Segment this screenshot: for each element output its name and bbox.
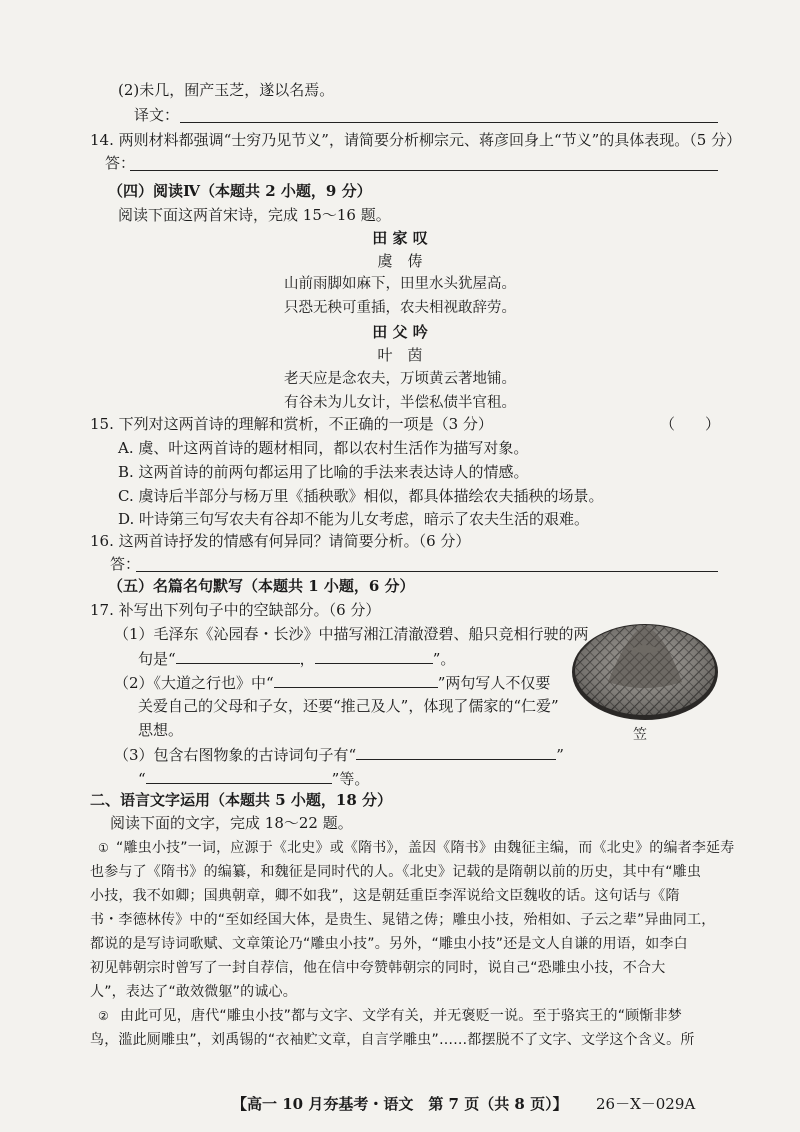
q17-item-3-pre: （3）包含右图物象的古诗词句子有“ xyxy=(114,746,357,764)
q16-question: 16. 这两首诗抒发的情感有何异同？请简要分析。（6 分） xyxy=(90,532,471,550)
poem-2-author: 叶 茵 xyxy=(377,346,423,364)
q17-item-3-post: ”等。 xyxy=(331,770,370,788)
q14-answer-line[interactable] xyxy=(130,170,718,171)
q17-blank-2[interactable] xyxy=(315,648,433,664)
section-4-instruction: 阅读下面这两首宋诗，完成 15～16 题。 xyxy=(118,206,391,224)
q17-item-2-line-3: 思想。 xyxy=(138,721,184,739)
q14-question: 14. 两则材料都强调“士穷乃见节义”，请简要分析柳宗元、蒋彦回身上“节义”的具体表现。（5 分） xyxy=(90,131,742,149)
passage-line-7: 人”，表达了“敢效微躯”的诚心。 xyxy=(90,984,297,1000)
straw-hat-figure xyxy=(570,612,720,724)
q15-option-c: C. 虞诗后半部分与杨万里《插秧歌》相似，都具体描绘农夫插秧的场景。 xyxy=(118,487,604,505)
q17-item-3-mid: ” xyxy=(556,746,564,764)
poem-2-line-2: 有谷未为儿女计，半偿私债半官租。 xyxy=(284,395,516,411)
poem-1-line-1: 山前雨脚如麻下，田里水头犹屋高。 xyxy=(284,276,516,292)
paragraph-marker-1: ① xyxy=(98,841,109,855)
passage-line-5: 都说的是写诗词歌赋、文章策论乃“雕虫小技”。另外，“雕虫小技”还是文人自谦的用语，如李白 xyxy=(90,936,688,952)
passage-line-1: “雕虫小技”一词，应源于《北史》或《隋书》，盖因《隋书》由魏征主编，而《北史》的编者李延寿 xyxy=(116,840,735,856)
passage-line-3: 小技，我不如卿；国典朝章，卿不如我”，这是朝廷重臣李浑说给文臣魏收的话。这句话与《隋 xyxy=(90,888,680,904)
q17-item-3-line-1 xyxy=(114,744,564,765)
q17-item-3-line-2 xyxy=(138,768,369,789)
q17-item-2-post: ”两句写人不仅要 xyxy=(437,674,551,692)
poem-1-title: 田 家 叹 xyxy=(372,229,428,247)
q13-answer-line[interactable] xyxy=(180,122,718,123)
figure-caption: 笠 xyxy=(633,727,647,743)
passage-line-9: 鸟，滥此厕雕虫”，刘禹锡的“衣袖贮文章，自言学雕虫”……都摆脱不了文字、文学这个含义。所 xyxy=(90,1032,695,1048)
poem-1-line-2: 只恐无秧可重插，农夫相视敢辞劳。 xyxy=(284,300,516,316)
q13-translate-label: 译文： xyxy=(134,106,180,124)
poem-1-author: 虞 俦 xyxy=(377,252,423,270)
exam-code: 26－X－029A xyxy=(596,1095,696,1113)
q13-item-2: (2)未几，囿产玉芝，遂以名焉。 xyxy=(118,81,335,99)
q17-blank-1[interactable] xyxy=(176,648,300,664)
q16-answer-label: 答： xyxy=(110,555,141,573)
section-5-heading: （五）名篇名句默写（本题共 1 小题，6 分） xyxy=(108,577,415,595)
q14-answer-label: 答： xyxy=(105,154,136,172)
passage-line-6: 初见韩朝宗时曾写了一封自荐信，他在信中夸赞韩朝宗的同时，说自己“恐雕虫小技，不合大 xyxy=(90,960,666,976)
q17-item-1-line-2 xyxy=(138,648,455,669)
q17-item-1-mid: ， xyxy=(299,650,315,668)
poem-2-title: 田 父 吟 xyxy=(372,323,428,341)
q15-option-a: A. 虞、叶这两首诗的题材相同，都以农村生活作为描写对象。 xyxy=(118,439,529,457)
q16-answer-line[interactable] xyxy=(136,571,718,572)
q17-item-1-line-1: （1）毛泽东《沁园春・长沙》中描写湘江清澈澄碧、船只竞相行驶的两 xyxy=(114,625,589,643)
q17-item-2-line-1 xyxy=(114,672,550,693)
q15-option-d: D. 叶诗第三句写农夫有谷却不能为儿女考虑，暗示了农夫生活的艰难。 xyxy=(118,510,590,528)
q15-stem: 15. 下列对这两首诗的理解和赏析，不正确的一项是（3 分） xyxy=(90,415,493,433)
q17-item-2-pre: （2）《大道之行也》中“ xyxy=(114,674,274,692)
poem-2-line-1: 老天应是念农夫，万顷黄云著地铺。 xyxy=(284,371,516,387)
passage-line-4: 书・李德林传》中的“至如经国大体，是贵生、晁错之俦；雕虫小技，殆相如、子云之辈”异曲同工， xyxy=(90,912,716,928)
q17-blank-3[interactable] xyxy=(274,672,438,688)
passage-line-2: 也参与了《隋书》的编纂，和魏征是同时代的人。《北史》记载的是隋朝以前的历史，其中有“雕虫 xyxy=(90,864,702,880)
q17-item-3-open: “ xyxy=(138,770,146,788)
q17-item-1-post: ”。 xyxy=(432,650,456,668)
passage-line-8: 由此可见，唐代“雕虫小技”都与文字、文学有关，并无褒贬一说。至于骆宾王的“顾惭非梦 xyxy=(120,1008,682,1024)
part-2-heading: 二、语言文字运用（本题共 5 小题，18 分） xyxy=(90,791,392,809)
paragraph-marker-2: ② xyxy=(98,1009,109,1023)
q15-option-b: B. 这两首诗的前两句都运用了比喻的手法来表达诗人的情感。 xyxy=(118,463,529,481)
q15-answer-bracket[interactable]: （ ） xyxy=(660,415,721,433)
q17-stem: 17. 补写出下列句子中的空缺部分。（6 分） xyxy=(90,601,381,619)
q17-item-1-pre: 句是“ xyxy=(138,650,176,668)
part-2-instruction: 阅读下面的文字，完成 18～22 题。 xyxy=(110,814,353,832)
q17-item-2-line-2: 关爱自己的父母和子女，还要“推己及人”，体现了儒家的“仁爱” xyxy=(138,697,559,715)
q17-blank-4[interactable] xyxy=(356,744,556,760)
q17-blank-5[interactable] xyxy=(146,768,332,784)
page-footer: 【高一 10 月夯基考・语文 第 7 页（共 8 页）】 xyxy=(232,1095,568,1113)
section-4-heading: （四）阅读Ⅳ（本题共 2 小题，9 分） xyxy=(108,182,372,200)
